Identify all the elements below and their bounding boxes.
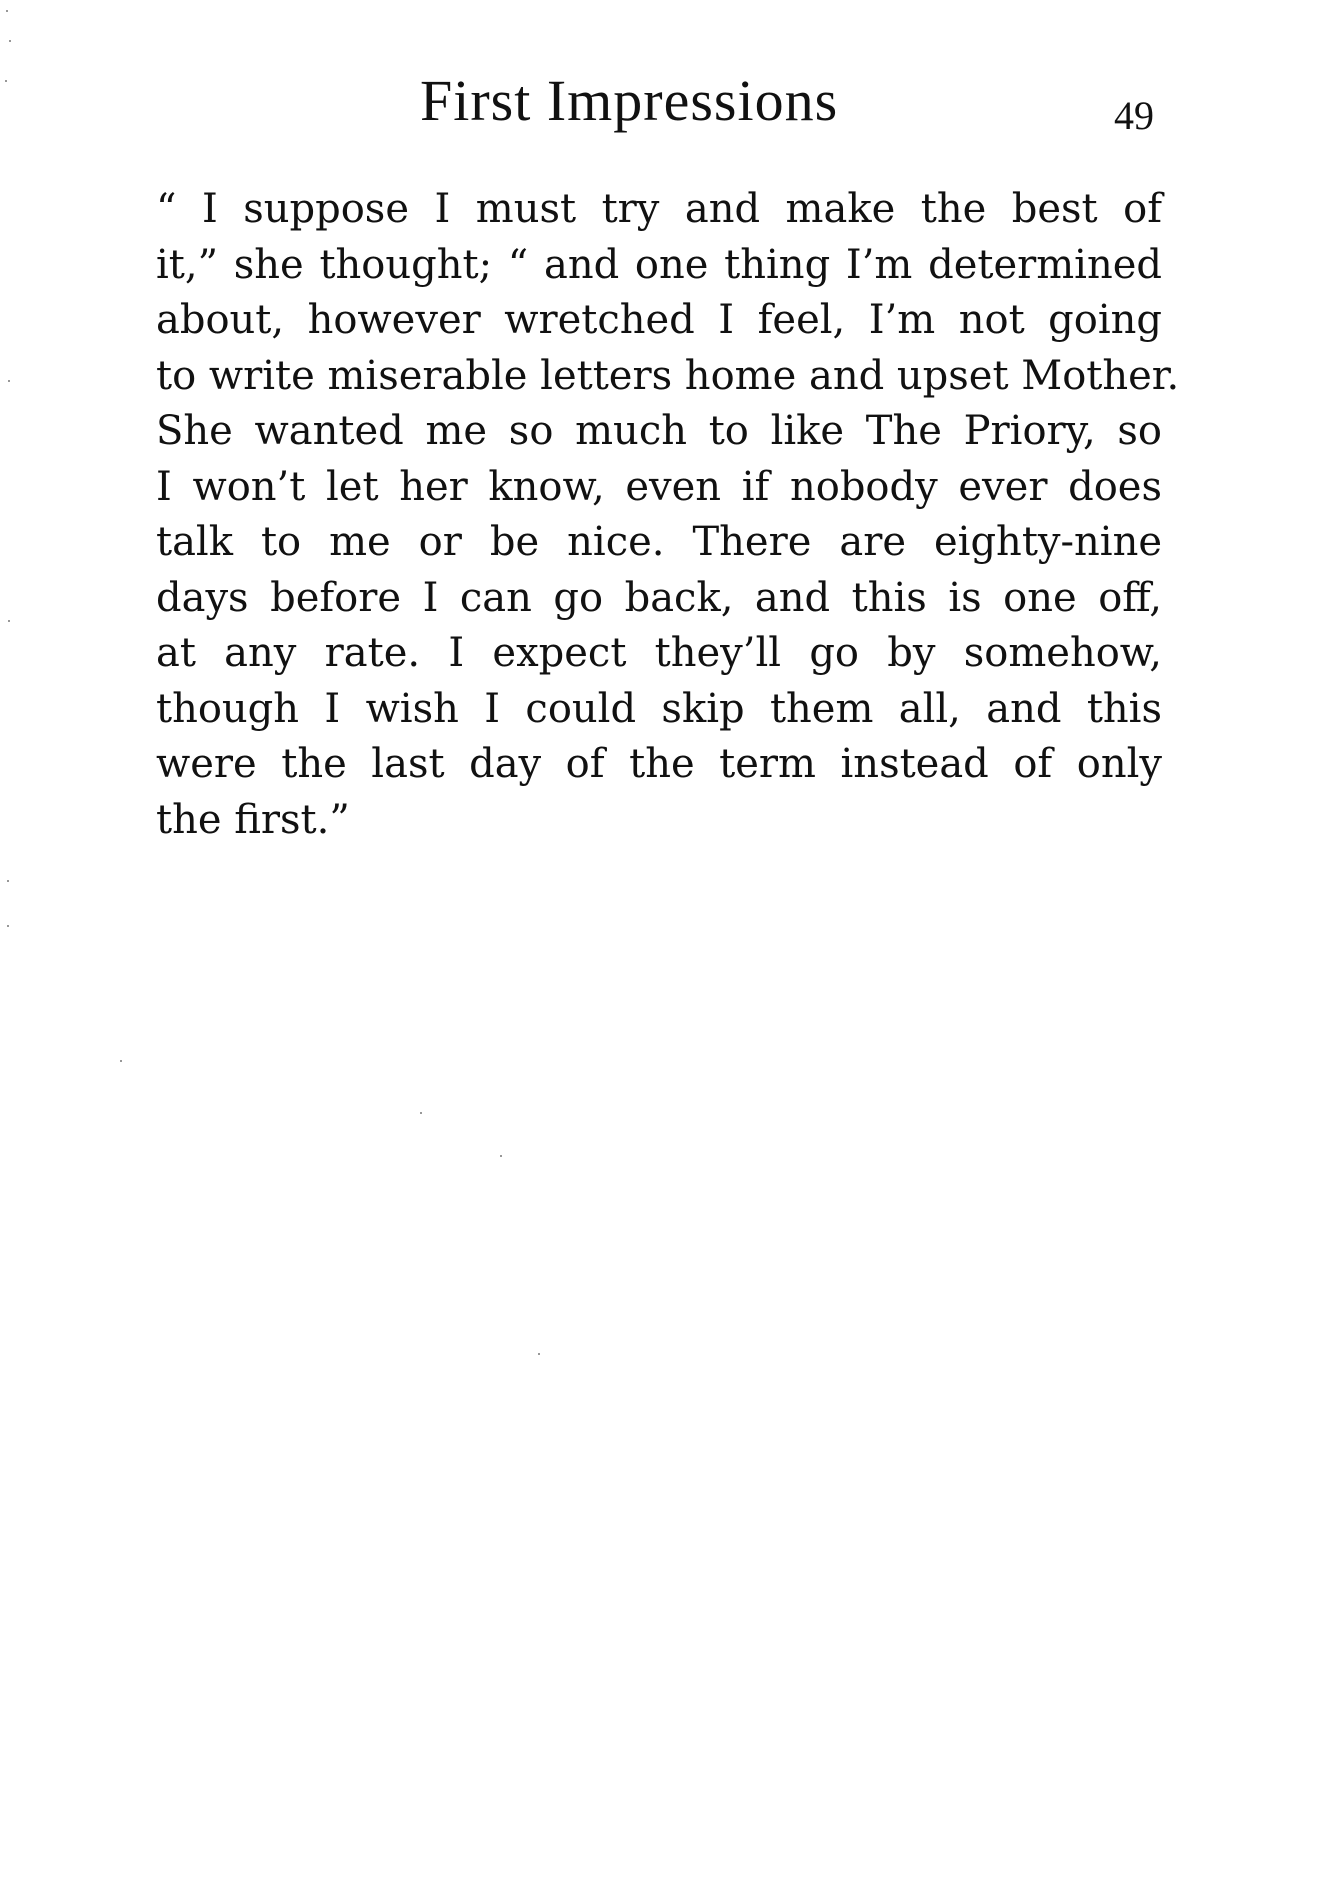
text-line: She wanted me so much to like The Priory, so [156, 408, 1162, 454]
scan-speck [6, 10, 8, 12]
text-line: were the last day of the term instead of only [156, 741, 1162, 787]
scan-speck [7, 925, 9, 927]
text-line: though I wish I could skip them all, and this [156, 685, 1162, 732]
running-title: First Impressions [420, 68, 839, 133]
text-line: talk to me or be nice. There are eighty-nine [156, 519, 1162, 565]
scan-speck [8, 620, 10, 622]
scan-speck [7, 880, 9, 882]
scan-speck [8, 380, 10, 382]
body-text [156, 182, 1180, 848]
scan-speck [120, 1060, 122, 1062]
scan-speck [5, 80, 7, 82]
scan-speck [538, 1353, 540, 1355]
text-line: I won’t let her know, even if nobody ever does [156, 463, 1162, 510]
text-line: days before I can go back, and this is one off, [156, 574, 1162, 621]
text-line: “ I suppose I must try and make the best of [156, 186, 1162, 232]
text-line: to write miserable letters home and upset Mother. [156, 352, 1180, 399]
text-line: at any rate. I expect they’ll go by somehow, [156, 630, 1162, 676]
scan-speck [500, 1155, 502, 1157]
scan-speck [420, 1112, 422, 1114]
text-line: it,” she thought; “ and one thing I’m determined [156, 241, 1162, 288]
page-number: 49 [1114, 93, 1154, 138]
text-line: about, however wretched I feel, I’m not going [156, 297, 1162, 343]
scan-speck [9, 40, 11, 42]
text-line: the first.” [156, 796, 350, 843]
